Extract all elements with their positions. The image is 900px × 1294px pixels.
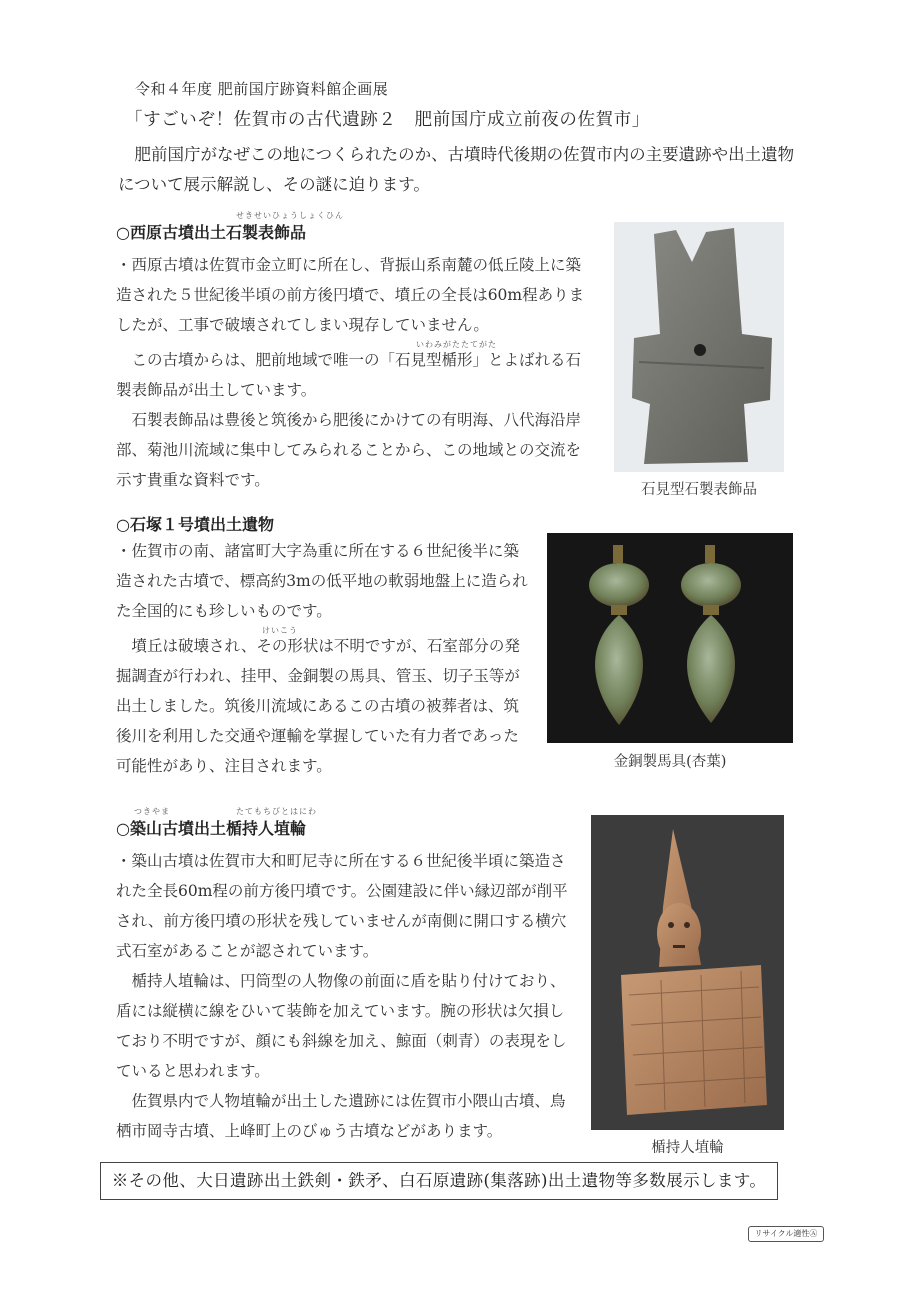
- exhibition-year-title: 令和４年度 肥前国庁跡資料館企画展: [135, 80, 389, 98]
- shield-bearer-haniwa-photo: [591, 815, 784, 1130]
- section1-para-3: 石製表飾品は豊後と筑後から肥後にかけての有明海、八代海沿岸部、菊池川流域に集中してみられることから、この地域との交流を示す貴重な資料です。: [116, 411, 582, 489]
- section2-para-1: ・佐賀市の南、諸富町大字為重に所在する６世紀後半に築造された古墳で、標高約3mの低平地の軟弱地盤上に造られた全国的にも珍しいものです。: [116, 542, 528, 620]
- section3-heading-ruby-b: たてもちびとはにわ: [236, 807, 317, 816]
- stone-ornament-caption: 石見型石製表飾品: [641, 482, 757, 498]
- section3-body: [116, 846, 568, 1146]
- additional-exhibits-note: ※その他、大日遺跡出土鉄剣・鉄矛、白石原遺跡(集落跡)出土遺物等多数展示します。: [100, 1162, 778, 1200]
- section2-para-2: 墳丘は破壊され、その形状は不明ですが、石室部分の発掘調査が行われ、挂甲、金銅製の馬具、管玉、切子玉等が出土しました。筑後川流域にあるこの古墳の被葬者は、筑後川を利用した交通や運輸を掌握していた有力者であった可能性があり、注目されます。: [116, 637, 520, 775]
- section3-para-1: ・築山古墳は佐賀市大和町尼寺に所在する６世紀後半頃に築造された全長60m程の前方後円墳です。公園建設に伴い縁辺部が削平され、前方後円墳の形状を残していませんが南側に開口する横穴式石室があることが認されています。: [116, 852, 568, 960]
- section1-body: [116, 250, 596, 495]
- intro-text: 肥前国庁がなぜこの地につくられたのか、古墳時代後期の佐賀市内の主要遺跡や出土遺物について展示解説し、その謎に迫ります。: [118, 145, 795, 194]
- section3-heading-ruby-a: つきやま: [134, 807, 170, 816]
- recycle-mark: リサイクル適性Ⓐ: [748, 1226, 824, 1242]
- section3-heading: ○築山古墳出土楯持人埴輪: [116, 819, 306, 838]
- section1-para-2: この古墳からは、肥前地域で唯一の「石見型楯形」とよばれる石製表飾品が出土しています。: [116, 351, 582, 399]
- exhibition-title: 「すごいぞ！佐賀市の古代遺跡２ 肥前国庁成立前夜の佐賀市」: [125, 110, 650, 130]
- section1-para-1: ・西原古墳は佐賀市金立町に所在し、背振山系南麓の低丘陵上に築造された５世紀後半頃の前方後円墳で、墳丘の全長は60m程ありましたが、工事で破壊されてしまい現存していません。: [116, 256, 585, 334]
- horse-gear-photo: [547, 533, 793, 743]
- section1-heading: ○西原古墳出土石製表飾品: [116, 223, 306, 242]
- section2-ruby-inline: けいこう: [262, 626, 298, 635]
- section2-body: [116, 536, 528, 781]
- section3-para-3: 佐賀県内で人物埴輪が出土した遺跡には佐賀市小隈山古墳、鳥栖市岡寺古墳、上峰町上のびゅう古墳などがあります。: [116, 1092, 566, 1140]
- shield-bearer-haniwa-caption: 楯持人埴輪: [651, 1140, 724, 1156]
- section2-heading: ○石塚１号墳出土遺物: [116, 515, 274, 534]
- section3-para-2: 楯持人埴輪は、円筒型の人物像の前面に盾を貼り付けており、盾には縦横に線をひいて装飾を加えています。腕の形状は欠損しており不明ですが、顔にも斜線を加え、鯨面（刺青）の表現をしていると思われます。: [116, 972, 567, 1080]
- section1-heading-ruby: せきせいひょうしょくひん: [236, 211, 344, 220]
- section1-ruby-inline: いわみがたたてがた: [416, 340, 497, 349]
- stone-ornament-photo: [614, 222, 784, 472]
- horse-gear-caption: 金銅製馬具(杏葉): [613, 754, 727, 770]
